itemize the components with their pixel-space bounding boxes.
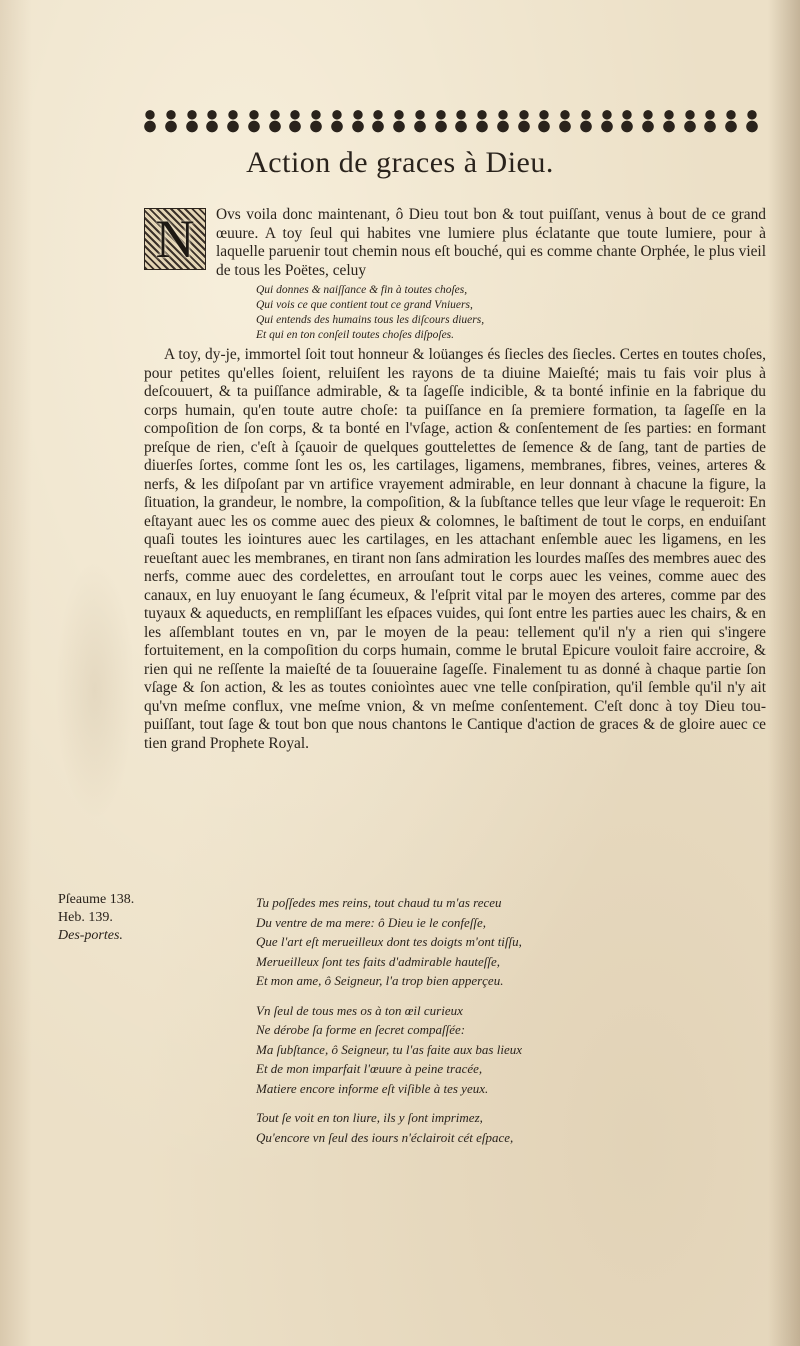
fleuron-ornament: [266, 107, 284, 133]
psalm-line: Et mon ame, ô Seigneur, l'a trop bien apperçeu.: [256, 973, 504, 988]
orpheus-verse: [256, 283, 766, 343]
fleuron-ornament: [618, 107, 636, 133]
fleuron-ornament: [411, 107, 429, 133]
psalm-line: Que l'art eſt merueilleux dont tes doigts m'ont tiſſu,: [256, 934, 522, 949]
drop-cap-initial: [144, 208, 206, 270]
psalm-line: Tu poſſedes mes reins, tout chaud tu m'as receu: [256, 895, 502, 910]
opening-paragraph: Ovs voila donc maintenant, ô Dieu tout bon & tout puiſſant, venus à bout de ce grand œuure. A toy ſeul qui habites vne lumiere plus éclatante que toute lumiere, pour à laquelle paruenir tout chemin nous eſt bouché, qui es comme chante Orphée, le plus vieil de tous les Poëtes, celuy: [216, 206, 766, 279]
main-paragraph: A toy, dy-je, immortel ſoit tout honneur & loüanges és ſiecles des ſiecles. Certes en toutes choſes, pour petites qu'elles ſoient, reluiſent les rayons de ta diuine Maieſté; mais tu fais voir plus à deſcouuert, & ta puiſſance admirable, & ta ſageſſe indicible, & ta bonté infinie en la fabrique du corps humain, qu'en toute autre choſe: ta puiſſance en ſa premiere formation, ta ſageſſe en la compoſition de ſon corps, & ta bonté en l'vſage, action & conſentement de ſes parties: en formant preſque de rien, c'eſt à ſçauoir de quelques gouttelettes de ſemence & de ſang, tant de parties de diuerſes ſortes, comme ſont les os, les cartilages, ligamens, membranes, fibres, veines, arteres & nerfs, & les diſpoſant par vn artifice vrayement admirable, en leur donnant à chacune la figure, la ſituation, la grandeur, le nombre, la compoſition, & la ſubſtance telles que leur vſage le requeroit: En eſtayant auec les os comme auec des pieux & colomnes, le baſtiment de tout le corps, en enduiſant quaſi toutes les iointures auec les cartilages, en les attachant enſemble auec les ligamens, en les reueſtant auec les membranes, en tirant non ſans admiration les lourdes maſſes des membres auec des nerfs, comme auec des cordelettes, en arrouſant tout le corps auec les veines, comme auec des canaux, en luy enuoyant le ſang écumeux, & l'eſprit vital par le moyen des arteres, comme par des tuyaux & aqueducts, en rempliſſant les eſpaces vuides, qui ſont entre les parties auec les chairs, & en les aſſemblant toutes en vn, par le moyen de la peau: tellement qu'il n'y a rien qui s'ingere fortuitement, en la compoſition du corps humain, comme le brutal Epicure vouloit faire accroire, & rien qui ne reſſente la maieſté de ta ſouueraine ſageſſe. Finalement tu as donné à chaque partie ſon vſage & ſon action, & les as toutes conioìntes auec vne telle conſpiration, qu'il ſemble qu'il n'y ait qu'vn meſme conflux, vne meſme vnion, & vn meſme conſentement. C'eſt donc à toy Dieu tou-puiſſant, tout ſage & tout bon que nous chantons le Cantique d'action de graces & de gloire auec ce tien grand Prophete Royal.: [144, 346, 766, 752]
margin-note-hebrew: Heb. 139.: [58, 910, 113, 925]
stanza: [256, 1108, 616, 1147]
psalm-line: Et de mon imparfait l'œuure à peine tracée,: [256, 1061, 483, 1076]
psalm-line: Ma ſubſtance, ô Seigneur, tu l'as faite aux bas lieux: [256, 1041, 522, 1057]
fleuron-ornament: [743, 107, 761, 133]
body-text: [144, 206, 766, 753]
verse-line: Qui entends des humains tous les diſcours diuers,: [256, 314, 485, 326]
fleuron-ornament: [452, 107, 470, 133]
margin-notes: [58, 891, 158, 945]
fleuron-ornament: [328, 107, 346, 133]
fleuron-ornament: [660, 107, 678, 133]
psalm-line: Tout ſe voit en ton liure, ils y ſont imprimez,: [256, 1110, 483, 1125]
fleuron-ornament: [494, 107, 512, 133]
fleuron-ornament: [203, 107, 221, 133]
verse-line: Qui vois ce que contient tout ce grand Vniuers,: [256, 299, 473, 311]
header-ornament-band: [141, 104, 761, 136]
psalm-verses: [256, 893, 616, 1157]
fleuron-ornament: [390, 107, 408, 133]
fleuron-ornament: [515, 107, 533, 133]
fleuron-ornament: [535, 107, 553, 133]
fleuron-ornament: [369, 107, 387, 133]
fleuron-ornament: [681, 107, 699, 133]
margin-note-psalm: Pſeaume 138.: [58, 892, 135, 907]
fleuron-ornament: [639, 107, 657, 133]
psalm-line: Du ventre de ma mere: ô Dieu ie le confeſſe,: [256, 914, 487, 930]
fleuron-ornament: [307, 107, 325, 133]
psalm-line: Matiere encore informe eſt viſible à tes yeux.: [256, 1080, 489, 1096]
fleuron-ornament: [162, 107, 180, 133]
stanza: [256, 893, 616, 991]
psalm-line: Ne dérobe ſa forme en ſecret compaſſée:: [256, 1022, 466, 1037]
stanza: [256, 1001, 616, 1099]
margin-note-author: Des-portes.: [58, 928, 123, 943]
paper-stain: [55, 560, 135, 820]
fleuron-ornament: [141, 107, 159, 133]
fleuron-ornament: [245, 107, 263, 133]
fleuron-ornament: [722, 107, 740, 133]
fleuron-ornament: [577, 107, 595, 133]
psalm-line: Vn ſeul de tous mes os à ton œil curieux: [256, 1002, 463, 1018]
fleuron-ornament: [286, 107, 304, 133]
verse-line: Et qui en ton conſeil toutes choſes diſpoſes.: [256, 329, 455, 341]
drop-cap-letter: N: [155, 209, 195, 269]
fleuron-ornament: [556, 107, 574, 133]
fleuron-ornament: [473, 107, 491, 133]
psalm-line: Qu'encore vn ſeul des iours n'éclairoit cét eſpace,: [256, 1129, 514, 1145]
fleuron-ornament: [224, 107, 242, 133]
fleuron-ornament: [183, 107, 201, 133]
verse-line: Qui donnes & naiſſance & fin à toutes choſes,: [256, 284, 468, 296]
page-title: Action de graces à Dieu.: [246, 146, 554, 179]
fleuron-ornament: [701, 107, 719, 133]
fleuron-ornament: [349, 107, 367, 133]
fleuron-ornament: [432, 107, 450, 133]
fleuron-ornament: [598, 107, 616, 133]
psalm-line: Merueilleux ſont tes faits d'admirable hauteſſe,: [256, 953, 500, 969]
